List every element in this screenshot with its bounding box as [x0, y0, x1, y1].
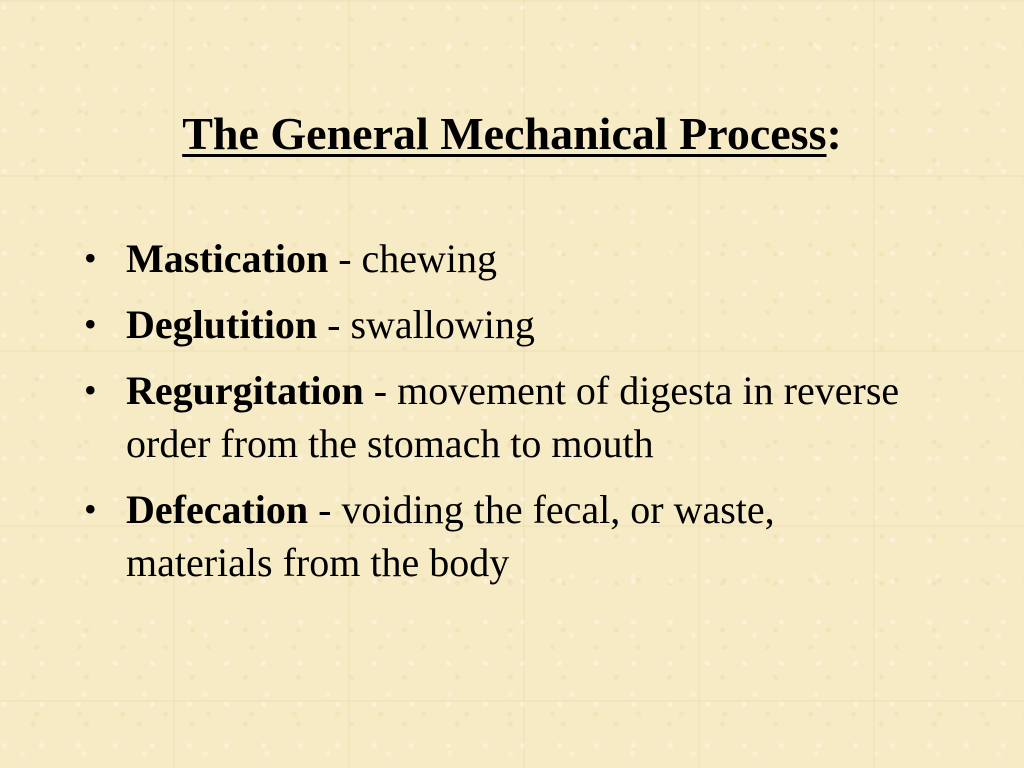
definition: - swallowing — [317, 302, 535, 347]
term: Deglutition — [126, 302, 318, 347]
slide-title — [0, 108, 1024, 161]
term: Mastication — [126, 236, 329, 281]
definition: - voiding the fecal, or waste, materials from the body — [126, 487, 775, 585]
slide-title-colon: : — [826, 108, 842, 159]
term: Regurgitation — [126, 368, 364, 413]
definition: - chewing — [328, 236, 498, 281]
bullet-icon: • — [84, 238, 97, 278]
list-item — [84, 232, 904, 285]
list-item — [84, 483, 904, 589]
bullet-icon: • — [84, 370, 97, 410]
list-item — [84, 298, 904, 351]
bullet-icon: • — [84, 489, 97, 529]
bullet-list — [84, 232, 904, 602]
bullet-icon: • — [84, 304, 97, 344]
term: Defecation — [126, 487, 309, 532]
slide-title-text: The General Mechanical Process — [182, 108, 827, 159]
list-item — [84, 364, 904, 470]
definition: - movement of digesta in reverse order from the stomach to mouth — [126, 368, 900, 466]
